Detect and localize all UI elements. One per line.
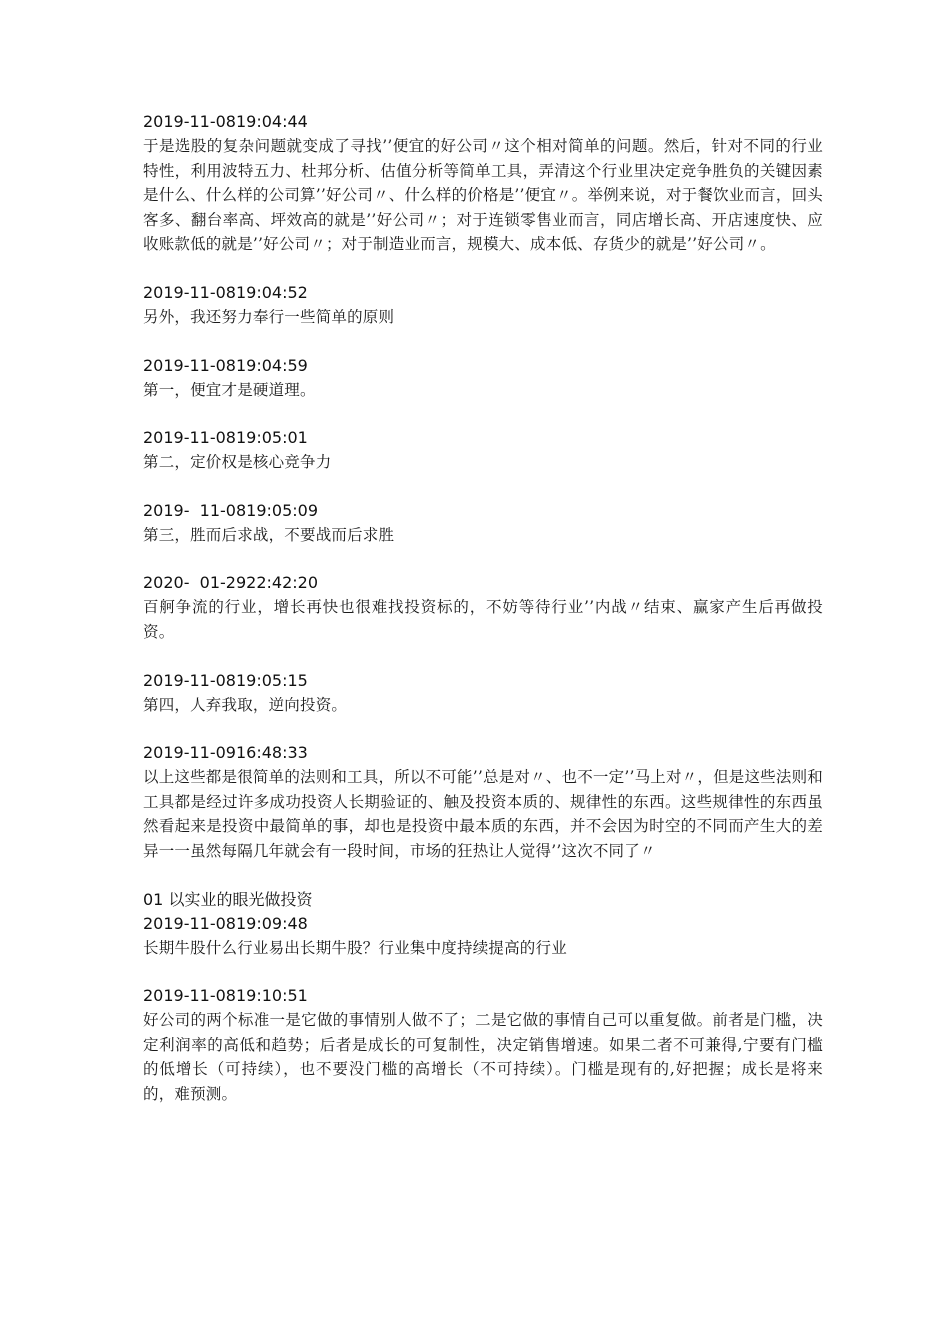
entry-text: 第三，胜而后求战，不要战而后求胜 bbox=[143, 525, 395, 544]
entry-text: 于是选股的复杂问题就变成了寻找’’便宜的好公司〃这个相对简单的问题。然后，针对不同的行业特性，利用波特五力、杜邦分析、估值分析等简单工具，弄清这个行业里决定竞争胜负的关键因素是什么、什么样的公司算’’好公司〃、什么样的价格是’’便宜〃。举例来说，对于餐饮业而言，回头客多、翻台率高、坪效高的就是’’好公司〃；对于连锁零售业而言，同店增长高、开店速度快、应收账款低的就是’’好公司〃；对于制造业而言，规模大、成本低、存货少的就是’’好公司〃。 bbox=[143, 137, 823, 254]
entry-10 bbox=[143, 984, 823, 1106]
timestamp: 2019-11-0916:48:33 bbox=[143, 743, 308, 763]
entry-8 bbox=[143, 741, 823, 863]
entry-text: 第一，便宜才是硬道理。 bbox=[143, 380, 316, 399]
entry-text: 百舸争流的行业，增长再快也很难找投资标的，不妨等待行业’’内战〃结束、赢家产生后再做投资。 bbox=[143, 598, 823, 641]
entry-3 bbox=[143, 354, 823, 403]
entry-text: 第四，人弃我取，逆向投资。 bbox=[143, 695, 348, 714]
entry-text: 以上这些都是很简单的法则和工具，所以不可能’’总是对〃、也不一定’’马上对〃，但是这些法则和工具都是经过许多成功投资人长期验证的、触及投资本质的、规律性的东西。这些规律性的东西虽然看起来是投资中最简单的事，却也是投资中最本质的东西，并不会因为时空的不同而产生大的差异一一虽然每隔几年就会有一段时间，市场的狂热让人觉得’’这次不同了〃 bbox=[143, 768, 823, 860]
timestamp: 2019-11-0819:10:51 bbox=[143, 986, 308, 1006]
timestamp: 2019-11-0819:09:48 bbox=[143, 913, 308, 933]
entry-9 bbox=[143, 888, 823, 961]
entry-text: 长期牛股什么行业易出长期牛股？行业集中度持续提高的行业 bbox=[143, 938, 567, 957]
timestamp: 2019-11-0819:05:01 bbox=[143, 428, 308, 448]
entry-4 bbox=[143, 426, 823, 475]
entry-1 bbox=[143, 110, 823, 257]
entry-text: 另外，我还努力奉行一些简单的原则 bbox=[143, 307, 395, 326]
timestamp: 2019-11-0819:04:52 bbox=[143, 282, 308, 302]
timestamp: 2020- 01-2922:42:20 bbox=[143, 573, 319, 593]
timestamp: 2019-11-0819:05:15 bbox=[143, 670, 308, 690]
entry-2 bbox=[143, 281, 823, 330]
timestamp: 2019-11-0819:04:44 bbox=[143, 112, 308, 131]
timestamp: 2019-11-0819:04:59 bbox=[143, 355, 308, 375]
entry-text: 好公司的两个标准一是它做的事情别人做不了；二是它做的事情自己可以重复做。前者是门槛，决定利润率的高低和趋势；后者是成长的可复制性，决定销售增速。如果二者不可兼得,宁要有门槛的低增长（可持续），也不要没门槛的高增长（不可持续）。门槛是现有的,好把握；成长是将来的，难预测。 bbox=[143, 1011, 823, 1103]
entry-6 bbox=[143, 571, 823, 644]
document-page bbox=[143, 110, 823, 1130]
section-heading: 01 以实业的眼光做投资 bbox=[143, 889, 313, 909]
entry-text: 第二，定价权是核心竞争力 bbox=[143, 453, 332, 472]
entry-5 bbox=[143, 499, 823, 548]
timestamp: 2019- 11-0819:05:09 bbox=[143, 500, 319, 520]
entry-7 bbox=[143, 669, 823, 718]
